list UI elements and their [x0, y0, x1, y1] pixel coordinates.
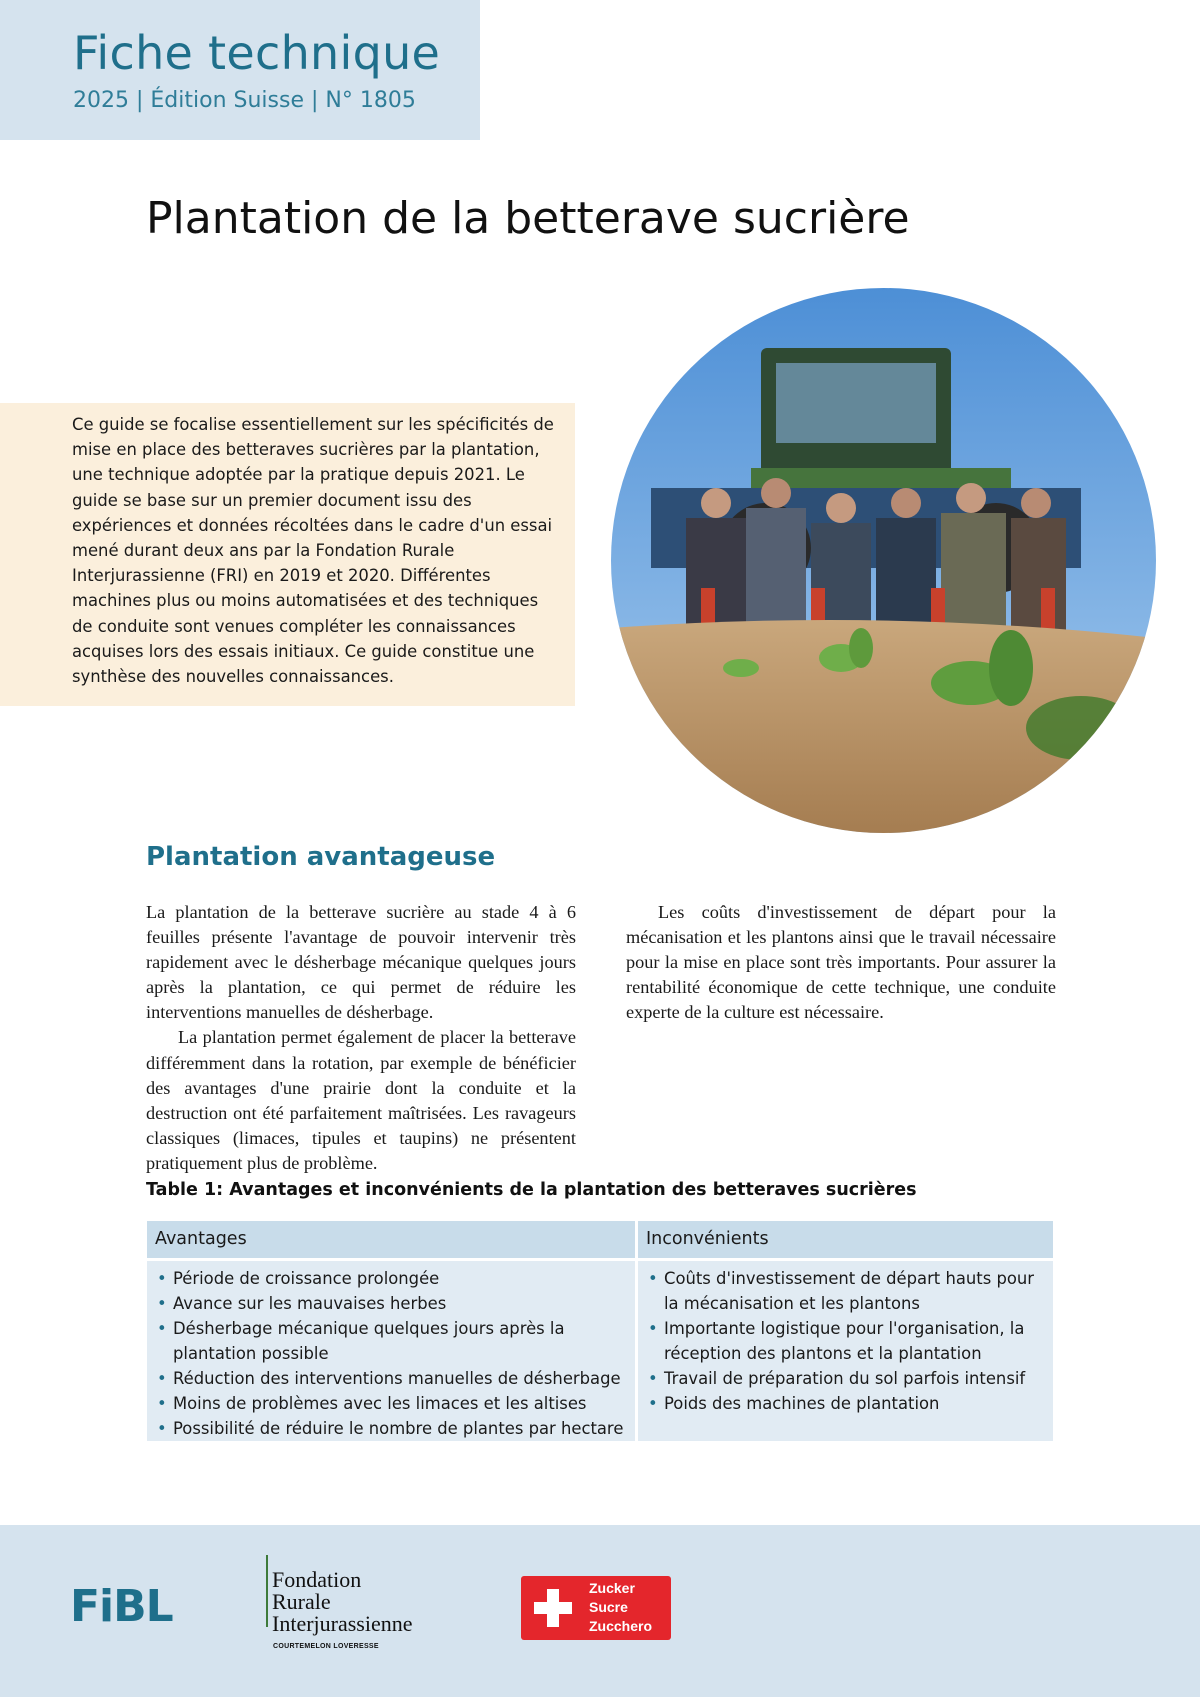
advantages-list [155, 1266, 627, 1441]
swiss-sugar-word: Sucre [589, 1599, 628, 1615]
doc-type-title: Fiche technique [73, 26, 441, 80]
disadvantages-cell [638, 1261, 1053, 1441]
list-item: • Possibilité de réduire le nombre de plantes par hectare [155, 1416, 627, 1441]
photo-illustration [611, 288, 1156, 833]
list-item: • Poids des machines de plantation [646, 1391, 1045, 1416]
fibl-logo: FiBL [70, 1581, 173, 1632]
text-column-right [626, 900, 1056, 1025]
fri-logo-line: Interjurassienne [272, 1611, 413, 1636]
fri-logo-line: Rurale [272, 1589, 331, 1614]
list-item: • Période de croissance prolongée [155, 1266, 627, 1291]
paragraph-2: La plantation permet également de placer la betterave différemment dans la rotation, par exemple de bénéficier des avantages d'une prairie dont la conduite et la destruction ont été parfaitement maîtrisées. Les ravageurs classiques (limaces, tipules et taupins) ne présentent pratiquement plus de problème. [146, 1027, 576, 1173]
fri-logo [272, 1569, 413, 1635]
edition-line: 2025 | Édition Suisse | N° 1805 [73, 88, 416, 113]
intro-box [0, 403, 575, 706]
list-item: • Moins de problèmes avec les limaces et les altises [155, 1391, 627, 1416]
list-item: • Importante logistique pour l'organisation, la réception des plantons et la plantation [646, 1316, 1045, 1366]
section-title: Plantation avantageuse [146, 842, 496, 872]
fri-locations: COURTEMELON LOVERESSE [273, 1643, 379, 1650]
intro-text: Ce guide se focalise essentiellement sur les spécificités de mise en place des betteraves sucrières par la plantation, une technique adoptée par la pratique depuis 2021. Le guide se base sur un premier document issu des expériences et données récoltées dans le cadre d'un essai mené durant deux ans par la Fondation Rurale Interjurassienne (FRI) en 2019 et 2020. Différentes machines plus ou moins automatisées et des techniques de conduite sont venues compléter les connaissances acquises lors des essais initiaux. Ce guide constitue une synthèse des nouvelles connaissances. [72, 415, 554, 687]
list-item: • Réduction des interventions manuelles de désherbage [155, 1366, 627, 1391]
text-column-left [146, 900, 576, 1176]
swiss-sugar-word: Zucker [589, 1580, 635, 1596]
list-item: • Coûts d'investissement de départ hauts pour la mécanisation et les plantons [646, 1266, 1045, 1316]
page-title: Plantation de la betterave sucrière [146, 193, 910, 244]
list-item: • Travail de préparation du sol parfois intensif [646, 1366, 1045, 1391]
list-item: • Avance sur les mauvaises herbes [155, 1291, 627, 1316]
swiss-sugar-logo [521, 1576, 671, 1640]
header-box [0, 0, 480, 140]
swiss-cross-icon [528, 1583, 578, 1633]
paragraph-3: Les coûts d'investissement de départ pour la mécanisation et les plantons ainsi que le travail nécessaire pour la mise en place sont très importants. Pour assurer la rentabilité économique de cette technique, une conduite experte de la culture est nécessaire. [626, 902, 1056, 1023]
disadvantages-list [646, 1266, 1045, 1416]
pros-cons-table [147, 1221, 1053, 1441]
fri-logo-line: Fondation [272, 1567, 362, 1592]
list-item: • Désherbage mécanique quelques jours après la plantation possible [155, 1316, 627, 1366]
fri-logo-bar [266, 1555, 268, 1627]
table-caption: Table 1: Avantages et inconvénients de la plantation des betteraves sucrières [146, 1180, 917, 1200]
swiss-sugar-words [589, 1579, 652, 1636]
table-header-disadvantages: Inconvénients [638, 1221, 1053, 1258]
advantages-cell [147, 1261, 635, 1441]
paragraph-1: La plantation de la betterave sucrière au stade 4 à 6 feuilles présente l'avantage de pouvoir intervenir très rapidement avec le désherbage mécanique quelques jours après la plantation, ce qui permet de réduire les interventions manuelles de désherbage. [146, 902, 576, 1023]
tractor-planting-photo [611, 288, 1156, 833]
footer [0, 1525, 1200, 1697]
swiss-sugar-word: Zucchero [589, 1618, 653, 1634]
table-header-advantages: Avantages [147, 1221, 635, 1258]
